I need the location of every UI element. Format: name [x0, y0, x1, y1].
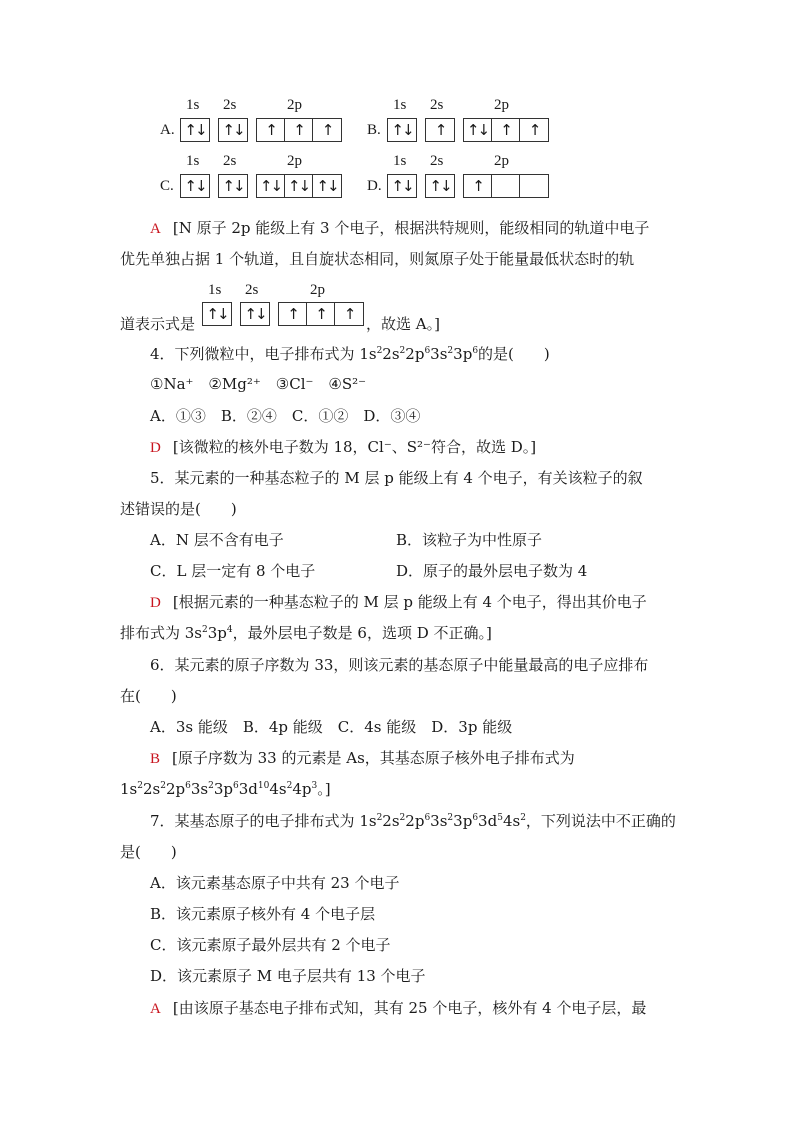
label-1s: 1s [208, 282, 222, 298]
option-letter: C. [160, 178, 174, 194]
label-2s: 2s [223, 97, 237, 113]
q6-stem-1: 6．某元素的原子序数为 33，则该元素的基态原子中能量最高的电子应排布 [150, 656, 649, 674]
q5-stem-1: 5．某元素的一种基态粒子的 M 层 p 能级上有 4 个电子，有关该粒子的叙 [150, 469, 643, 487]
q5-explain-1: D [根据元素的一种基态粒子的 M 层 p 能级上有 4 个电子，得出其价电子 [150, 593, 647, 611]
label-2s: 2s [430, 153, 444, 169]
option-letter: D. [367, 178, 382, 194]
orbital-2p: ↑ ↑ ↑ [278, 302, 364, 326]
q5-option-c: C．L 层一定有 8 个电子 [150, 562, 316, 580]
option-letter: B. [367, 122, 381, 138]
orbital-1s: ↑↓ [180, 118, 210, 142]
orbital-2s: ↑↓ [425, 174, 455, 198]
orbital-1s: ↑↓ [202, 302, 232, 326]
label-2s: 2s [223, 153, 237, 169]
q7-stem-2: 是( ) [120, 843, 177, 861]
orbital-2s: ↑ [425, 118, 455, 142]
q3-explain-line-2: 优先单独占据 1 个轨道，且自旋状态相同，则氮原子处于能量最低状态时的轨 [120, 250, 635, 268]
q5-option-d: D．原子的最外层电子数为 4 [396, 562, 588, 580]
q4-stem: 4．下列微粒中，电子排布式为 $1s^22s^22p^63s^23p^6$的是( ) [150, 345, 550, 363]
q7-option-d: D．该元素原子 M 电子层共有 13 个电子 [150, 967, 426, 985]
q3-explain-line-3-pre: 道表示式是 [120, 315, 196, 333]
q7-option-a: A．该元素基态原子中共有 23 个电子 [150, 874, 400, 892]
orbital-1s: ↑↓ [387, 118, 417, 142]
label-2p: 2p [310, 282, 325, 298]
label-2s: 2s [245, 282, 259, 298]
q4-options: A．①③ B．②④ C．①② D．③④ [150, 407, 421, 425]
answer-badge: A [150, 1001, 161, 1017]
answer-badge: A [150, 221, 161, 237]
q5-option-a: A．N 层不含有电子 [150, 531, 284, 549]
q4-items: ①Na⁺ ②Mg²⁺ ③Cl⁻ ④S²⁻ [150, 375, 367, 393]
orbital-2s: ↑↓ [218, 174, 248, 198]
q6-explain-1: B [原子序数为 33 的元素是 As，其基态原子核外电子排布式为 [150, 749, 575, 767]
q7-option-b: B．该元素原子核外有 4 个电子层 [150, 905, 376, 923]
q6-options: A．3s 能级 B．4p 能级 C．4s 能级 D．3p 能级 [150, 718, 513, 736]
label-1s: 1s [393, 153, 407, 169]
orbital-2p: ↑↓ ↑↓ ↑↓ [256, 174, 342, 198]
orbital-2p: ↑ [463, 174, 549, 198]
orbital-2s: ↑↓ [240, 302, 270, 326]
label-2s: 2s [430, 97, 444, 113]
q3-explain-line-1: A [N 原子 2p 能级上有 3 个电子，根据洪特规则，能级相同的轨道中电子 [150, 219, 650, 237]
label-1s: 1s [186, 153, 200, 169]
answer-badge: B [150, 751, 161, 767]
answer-badge: D [150, 440, 161, 456]
label-2p: 2p [494, 97, 509, 113]
orbital-1s: ↑↓ [387, 174, 417, 198]
q7-stem-1: 7．某基态原子的电子排布式为 $1s^22s^22p^63s^23p^63d^54s^2$，下列说法中不正确的 [150, 812, 676, 830]
orbital-2s: ↑↓ [218, 118, 248, 142]
orbital-1s: ↑↓ [180, 174, 210, 198]
q6-stem-2: 在( ) [120, 687, 177, 705]
option-letter: A. [160, 122, 175, 138]
q5-option-b: B．该粒子为中性原子 [396, 531, 543, 549]
orbital-2p: ↑ ↑ ↑ [256, 118, 342, 142]
q3-explain-line-3-post: ，故选 A。] [366, 315, 440, 333]
q5-explain-2: 排布式为 $3s^23p^4$，最外层电子数是 6，选项 D 不正确。] [120, 624, 492, 642]
label-2p: 2p [287, 153, 302, 169]
label-1s: 1s [393, 97, 407, 113]
q7-explain-1: A [由该原子基态电子排布式知，其有 25 个电子，核外有 4 个电子层，最 [150, 999, 647, 1017]
q7-option-c: C．该元素原子最外层共有 2 个电子 [150, 936, 391, 954]
q6-explain-2: $1s^22s^22p^63s^23p^63d^{10}4s^24p^3$。] [120, 780, 331, 798]
q5-stem-2: 述错误的是( ) [120, 500, 237, 518]
q4-explain: D [该微粒的核外电子数为 18，Cl⁻、S²⁻符合，故选 D。] [150, 438, 537, 456]
label-2p: 2p [287, 97, 302, 113]
label-2p: 2p [494, 153, 509, 169]
orbital-2p: ↑↓ ↑ ↑ [463, 118, 549, 142]
label-1s: 1s [186, 97, 200, 113]
answer-badge: D [150, 595, 161, 611]
